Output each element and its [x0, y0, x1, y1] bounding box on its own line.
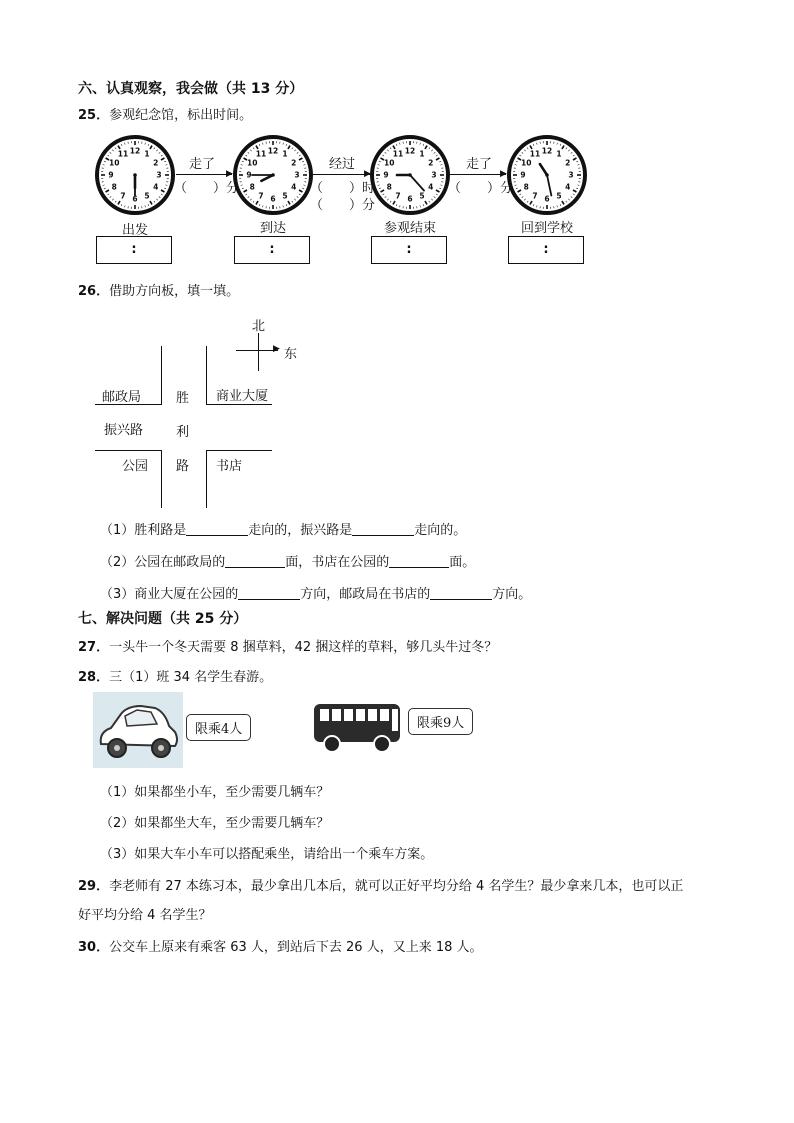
answer-blank[interactable] [225, 555, 285, 568]
road-line [206, 404, 272, 405]
answer-blank[interactable] [186, 523, 248, 536]
compass-east-label: 东 [284, 347, 298, 362]
question-number: 30． [78, 940, 110, 955]
time-answer-box-return[interactable]: : [508, 236, 584, 264]
connector-2-minute-blank: （ ）分 [310, 198, 376, 213]
clock-numeral: 2 [153, 158, 159, 168]
item-text: 方向，邮政局在书店的 [300, 587, 431, 602]
answer-blank[interactable] [389, 555, 449, 568]
clock-departure [95, 135, 175, 215]
small-car-icon [93, 692, 183, 768]
q26-item-1 [100, 519, 466, 538]
clock-label-departure: 出发 [121, 223, 148, 238]
arrow-2 [313, 174, 370, 175]
clock-numeral: 12 [404, 146, 416, 156]
clock-numeral: 9 [520, 170, 526, 180]
question-27 [78, 636, 497, 655]
connector-2-top: 经过 [328, 157, 355, 172]
arrow-3 [450, 174, 506, 175]
compass-north-label: 北 [252, 319, 266, 334]
question-text: 借助方向板，填一填。 [109, 284, 240, 299]
q26-item-3 [100, 583, 531, 602]
item-text: （1）胜利路是 [100, 523, 187, 538]
question-text-line-1: 李老师有 27 本练习本，最少拿出几本后，就可以正好平均分给 4 名学生？最少拿来几本，也可以正 [109, 879, 684, 894]
clock-numeral: 12 [541, 146, 553, 156]
bookstore-label: 书店 [216, 459, 243, 474]
clock-numeral: 3 [294, 170, 300, 180]
question-text: 三（1）班 34 名学生春游。 [109, 670, 273, 685]
road-line [206, 450, 272, 451]
clock-numeral: 8 [523, 182, 529, 192]
clock-numeral: 9 [246, 170, 252, 180]
clock-numeral: 6 [270, 194, 276, 204]
answer-blank[interactable] [352, 523, 414, 536]
clock-center [545, 173, 549, 177]
clock-label-return: 回到学校 [520, 221, 573, 236]
arrow-1 [176, 174, 232, 175]
clock-numeral: 7 [532, 191, 538, 201]
shengli-road-char-1: 胜 [176, 391, 190, 406]
item-text: （3）商业大厦在公园的 [100, 587, 239, 602]
connector-1-top: 走了 [188, 157, 215, 172]
time-answer-box-departure[interactable]: : [96, 236, 172, 264]
item-text: 方向。 [492, 587, 532, 602]
time-answer-box-arrival[interactable]: : [234, 236, 310, 264]
question-text: 公交车上原来有乘客 63 人，到站后下去 26 人，又上来 18 人。 [109, 940, 483, 955]
clock-numeral: 10 [108, 158, 120, 168]
question-number: 29． [78, 879, 110, 894]
clock-center [408, 173, 412, 177]
road-line [161, 450, 162, 508]
clock-numeral: 1 [144, 149, 150, 159]
mall-label: 商业大厦 [216, 389, 269, 404]
clock-numeral: 4 [565, 182, 571, 192]
clock-numeral: 5 [144, 191, 150, 201]
bus-icon [312, 700, 404, 754]
clock-numeral: 6 [407, 194, 413, 204]
item-text: 走向的，振兴路是 [248, 523, 353, 538]
clock-numeral: 10 [246, 158, 258, 168]
clock-numeral: 7 [120, 191, 126, 201]
clock-numeral: 5 [556, 191, 562, 201]
connector-2-hour-blank: （ ）时 [310, 181, 376, 196]
road-line [161, 346, 162, 404]
road-line [95, 450, 162, 451]
clock-numeral: 3 [431, 170, 437, 180]
shengli-road-char-3: 路 [176, 459, 190, 474]
question-number: 28． [78, 670, 110, 685]
clock-label-arrival: 到达 [259, 221, 286, 236]
clock-numeral: 6 [132, 194, 138, 204]
clock-numeral: 11 [117, 149, 129, 159]
shengli-road-char-2: 利 [176, 425, 190, 440]
clock-numeral: 5 [282, 191, 288, 201]
arrowhead-icon: ▶ [500, 169, 507, 179]
clock-numeral: 7 [258, 191, 264, 201]
clock-center [271, 173, 275, 177]
post-office-label: 邮政局 [102, 390, 142, 405]
clock-return-school [507, 135, 587, 215]
question-number: 27． [78, 640, 110, 655]
clock-numeral: 10 [383, 158, 395, 168]
q28-item-1: （1）如果都坐小车，至少需要几辆车？ [100, 785, 330, 800]
clock-numeral: 8 [249, 182, 255, 192]
question-28 [78, 666, 272, 685]
q28-item-2: （2）如果都坐大车，至少需要几辆车？ [100, 816, 330, 831]
clock-numeral: 11 [529, 149, 541, 159]
question-29 [78, 875, 683, 894]
clock-numeral: 12 [267, 146, 279, 156]
clock-numeral: 3 [156, 170, 162, 180]
clock-numeral: 9 [108, 170, 114, 180]
car-illustration [93, 692, 183, 768]
q28-item-3: （3）如果大车小车可以搭配乘坐，请给出一个乘车方案。 [100, 847, 434, 862]
clock-visit-end [370, 135, 450, 215]
road-line [206, 346, 207, 404]
question-text: 参观纪念馆，标出时间。 [109, 108, 253, 123]
road-line [206, 450, 207, 508]
compass-horizontal-line [236, 350, 278, 351]
park-label: 公园 [122, 459, 149, 474]
clock-numeral: 8 [111, 182, 117, 192]
arrowhead-icon: ▶ [364, 169, 371, 179]
clock-numeral: 1 [282, 149, 288, 159]
connector-1-blank: （ ）分 [174, 181, 240, 196]
question-text: 一头牛一个冬天需要 8 捆草料，42 捆这样的草料，够几头牛过冬？ [109, 640, 498, 655]
clock-numeral: 2 [291, 158, 297, 168]
item-text: （2）公园在邮政局的 [100, 555, 226, 570]
clock-numeral: 4 [428, 182, 434, 192]
question-number: 26． [78, 284, 110, 299]
clock-numeral: 12 [129, 146, 141, 156]
clock-numeral: 10 [520, 158, 532, 168]
clock-center [133, 173, 137, 177]
item-text: 走向的。 [414, 523, 467, 538]
clock-numeral: 11 [255, 149, 267, 159]
zhenxing-road-label: 振兴路 [104, 423, 144, 438]
clock-arrival [233, 135, 313, 215]
clock-numeral: 7 [395, 191, 401, 201]
car-capacity-bubble: 限乘4人 [186, 714, 251, 741]
time-answer-box-visit-end[interactable]: : [371, 236, 447, 264]
compass-vertical-line [258, 333, 259, 371]
clock-label-visit-end: 参观结束 [383, 221, 436, 236]
clock-numeral: 1 [419, 149, 425, 159]
clock-numeral: 2 [565, 158, 571, 168]
clock-numeral: 3 [568, 170, 574, 180]
question-30 [78, 936, 483, 955]
clock-numeral: 4 [153, 182, 159, 192]
clock-numeral: 8 [386, 182, 392, 192]
question-29-line-2: 好平均分给 4 名学生？ [78, 908, 212, 923]
clock-numeral: 11 [392, 149, 404, 159]
answer-blank[interactable] [238, 587, 300, 600]
question-number: 25． [78, 108, 110, 123]
q26-item-2 [100, 551, 475, 570]
connector-3-top: 走了 [465, 157, 492, 172]
question-25 [78, 104, 252, 123]
connector-3-blank: （ ）分 [448, 181, 514, 196]
question-26 [78, 280, 239, 299]
clock-numeral: 5 [419, 191, 425, 201]
section-6-title: 六、认真观察，我会做（共 13 分） [78, 81, 304, 97]
item-text: 面。 [449, 555, 476, 570]
compass-arrow-icon: ▶ [273, 344, 280, 354]
section-7-title: 七、解决问题（共 25 分） [78, 611, 248, 627]
clock-numeral: 2 [428, 158, 434, 168]
bus-capacity-bubble: 限乘9人 [408, 708, 473, 735]
clock-numeral: 9 [383, 170, 389, 180]
item-text: 面，书店在公园的 [285, 555, 390, 570]
clock-numeral: 4 [291, 182, 297, 192]
answer-blank[interactable] [430, 587, 492, 600]
clock-numeral: 1 [556, 149, 562, 159]
clock-numeral: 6 [544, 194, 550, 204]
arrowhead-icon: ▶ [226, 169, 233, 179]
